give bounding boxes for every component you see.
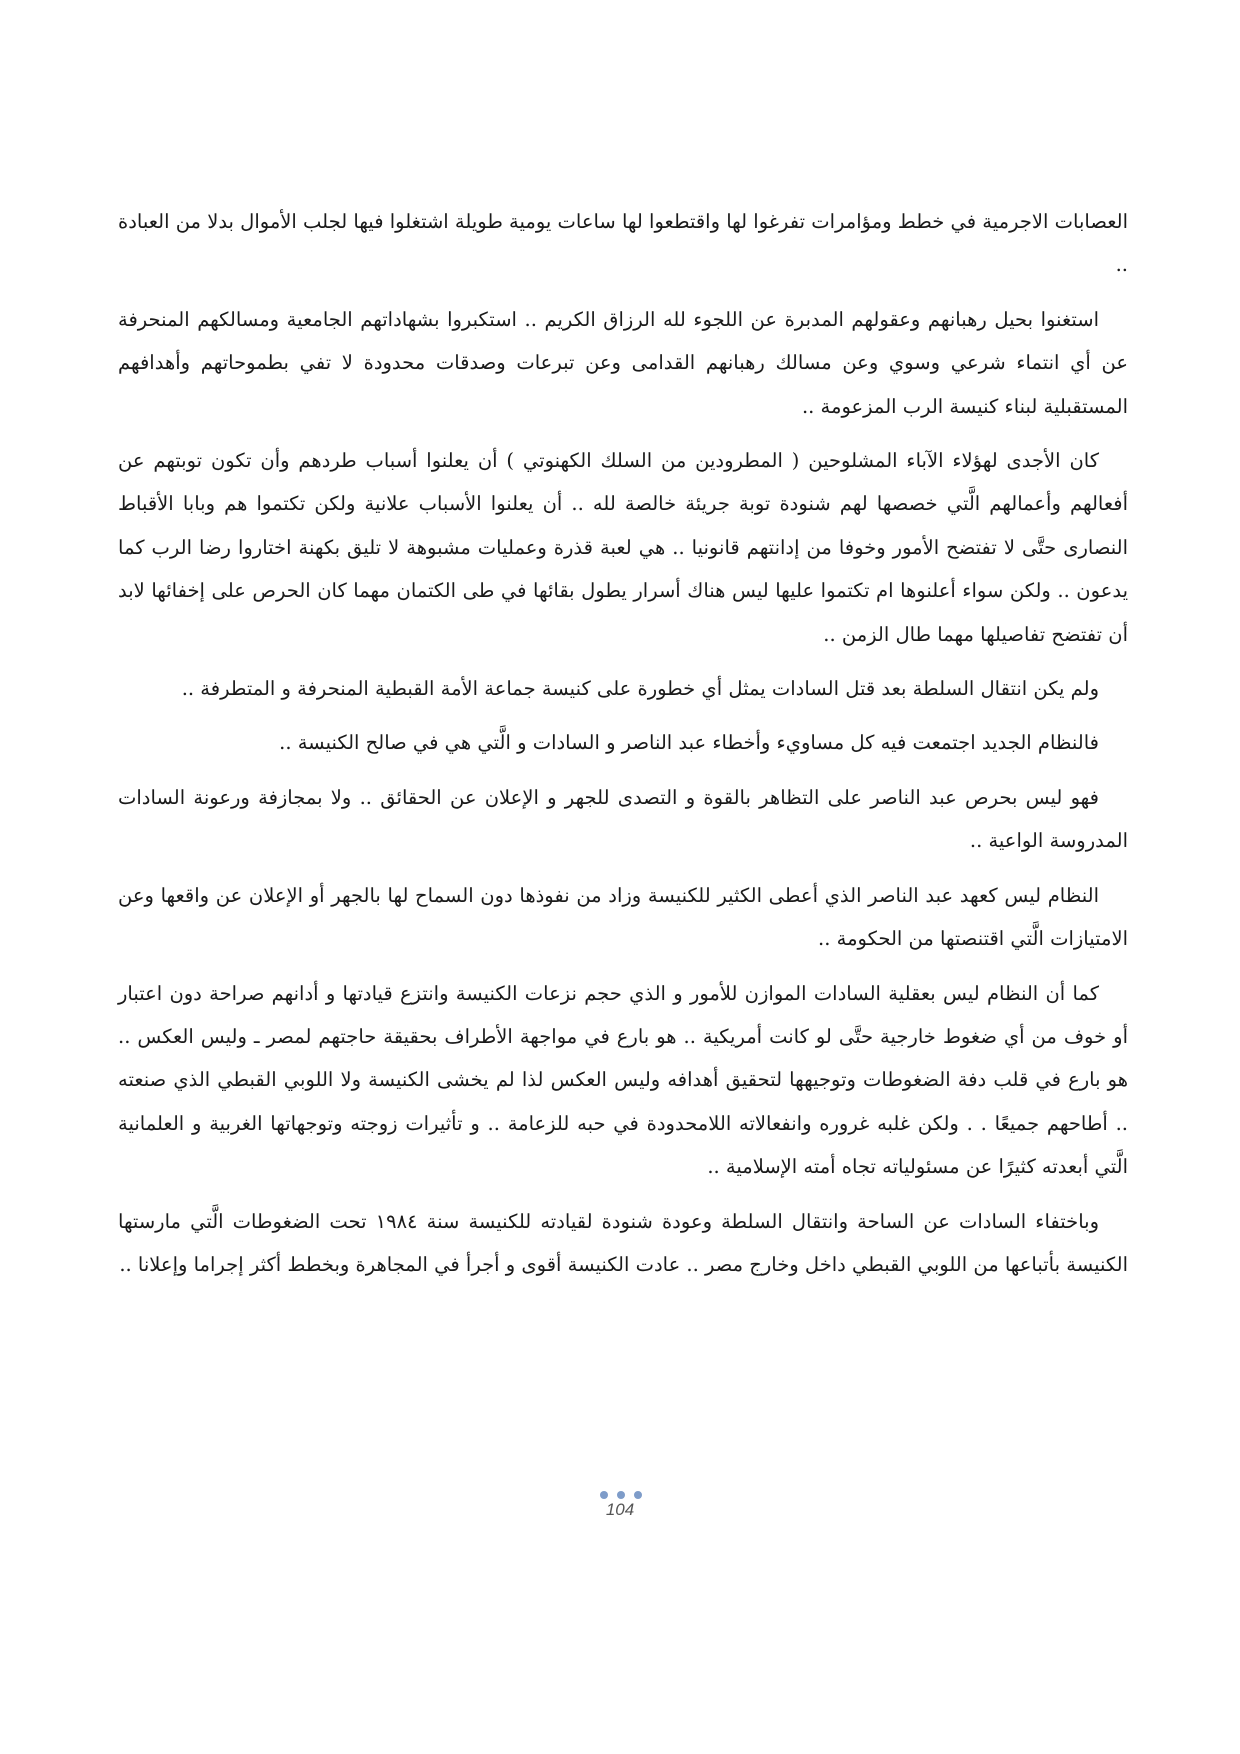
paragraph-1: العصابات الاجرمية في خطط ومؤامرات تفرغوا لها واقتطعوا لها ساعات يومية طويلة اشتغلوا فيها لجلب الأموال بدلا من العبادة ..: [118, 210, 1128, 277]
paragraph-8: كما أن النظام ليس بعقلية السادات الموازن للأمور و الذي حجم نزعات الكنيسة وانتزع قيادتها و أدانهم صراحة دون اعتبار أو خوف من أي ضغوط خارجية حتَّى لو كانت أمريكية .. هو بارع في مواجهة الأطراف بحقيقة حاجتهم لمصر ـ وليس العكس .. هو بارع في قلب دفة الضغوطات وتوجيهها لتحقيق أهدافه وليس العكس لذا لم يخشى الكنيسة ولا اللوبي القبطي الذي صنعته .. أطاحهم جميعًا . . ولكن غلبه غروره وانفعالاته اللامحدودة في حبه للزعامة .. و تأثيرات زوجته وتوجهاتها الغربية و العلمانية الَّتي أبعدته كثيرًا عن مسئولياته تجاه أمته الإسلامية ..: [118, 981, 1128, 1179]
body-text: [118, 200, 1128, 1297]
page-footer: [0, 1491, 1240, 1531]
footer-ornament: [600, 1491, 642, 1499]
paragraph-4: ولم يكن انتقال السلطة بعد قتل السادات يمثل أي خطورة على كنيسة جماعة الأمة القبطية المنحرفة و المتطرفة ..: [181, 677, 1099, 701]
ornament-dot: [617, 1491, 625, 1499]
page-number: 104: [605, 1500, 635, 1519]
paragraph-6: فهو ليس بحرص عبد الناصر على التظاهر بالقوة و التصدى للجهر و الإعلان عن الحقائق .. ولا بمجازفة ورعونة السادات المدروسة الواعية ..: [118, 785, 1128, 853]
paragraph-5: فالنظام الجديد اجتمعت فيه كل مساويء وأخطاء عبد الناصر و السادات و الَّتي هي في صالح الكنيسة ..: [279, 731, 1099, 755]
paragraph-3: كان الأجدى لهؤلاء الآباء المشلوحين ( المطرودين من السلك الكهنوتي ) أن يعلنوا أسباب طردهم وأن تكون توبتهم عن أفعالهم وأعمالهم الَّتي خصصها لهم شنودة توبة جريئة خالصة لله .. أن يعلنوا الأسباب علانية ولكن تكتموا هم وبابا الأقباط النصارى حتَّى لا تفتضح الأمور وخوفا من إدانتهم قانونيا .. هي لعبة قذرة وعمليات مشبوهة لا تليق بكهنة اختاروا رضا الرب كما يدعون .. ولكن سواء أعلنوها ام تكتموا عليها ليس هناك أسرار يطول بقائها في طى الكتمان مهما كان الحرص على إخفائها لابد أن تفتضح تفاصيلها مهما طال الزمن ..: [118, 449, 1128, 646]
paragraph-2: استغنوا بحيل رهبانهم وعقولهم المدبرة عن اللجوء لله الرزاق الكريم .. استكبروا بشهاداتهم الجامعية ومسالكهم المنحرفة عن أي انتماء شرعي وسوي وعن مسالك رهبانهم القدامى وعن تبرعات وصدقات محدودة لا تفي بطموحاتهم وأهدافهم المستقبلية لبناء كنيسة الرب المزعومة ..: [118, 307, 1128, 418]
paragraph-7: النظام ليس كعهد عبد الناصر الذي أعطى الكثير للكنيسة وزاد من نفوذها دون السماح لها بالجهر أو الإعلان عن واقعها وعن الامتيازات الَّتي اقتنصتها من الحكومة ..: [118, 883, 1128, 951]
ornament-dot: [600, 1491, 608, 1499]
ornament-dot: [634, 1491, 642, 1499]
paragraph-9: وباختفاء السادات عن الساحة وانتقال السلطة وعودة شنودة لقيادته للكنيسة سنة ١٩٨٤ تحت الضغوطات الَّتي مارستها الكنيسة بأتباعها من اللوبي القبطي داخل وخارج مصر .. عادت الكنيسة أقوى و أجرأ في المجاهرة وبخطط أكثر إجراما وإعلانا ..: [118, 1209, 1128, 1276]
